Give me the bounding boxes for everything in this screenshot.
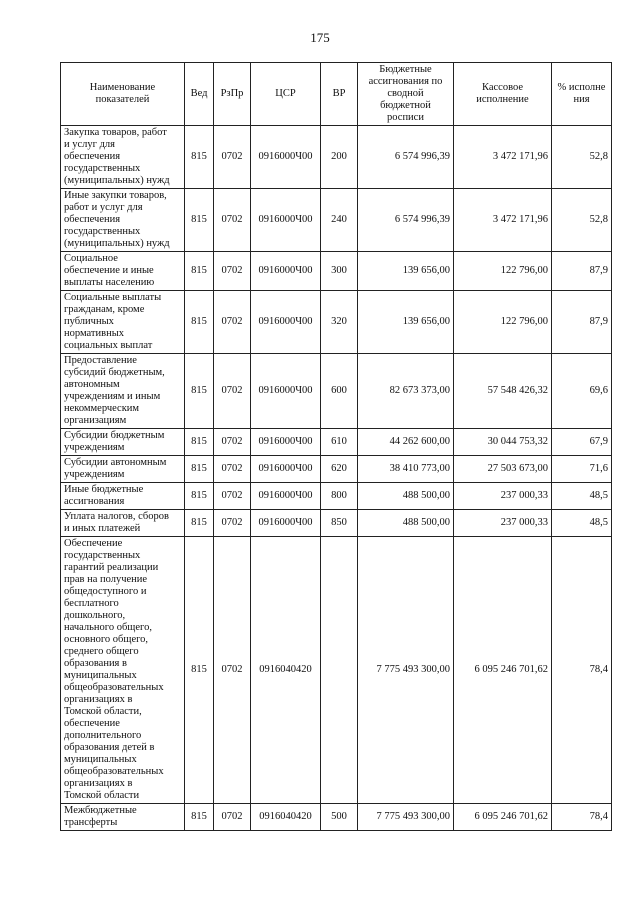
- csr-cell: 0916000Ч00: [251, 429, 321, 456]
- rzpr-cell: 0702: [214, 510, 251, 537]
- vr-cell: 600: [321, 354, 358, 429]
- table-row: [61, 354, 612, 429]
- ved-cell: 815: [185, 189, 214, 252]
- vr-cell: 800: [321, 483, 358, 510]
- rzpr-cell: 0702: [214, 456, 251, 483]
- ved-cell: 815: [185, 510, 214, 537]
- vr-cell: [321, 537, 358, 804]
- percent-execution-cell: 87,9: [552, 291, 612, 354]
- csr-cell: 0916000Ч00: [251, 456, 321, 483]
- table-row: [61, 429, 612, 456]
- csr-cell: 0916000Ч00: [251, 354, 321, 429]
- table-row: [61, 804, 612, 831]
- assignments-cell: 139 656,00: [358, 291, 454, 354]
- header-percent-execution: % исполне ния: [552, 63, 612, 126]
- row-name-cell: Уплата налогов, сборов и иных платежей: [61, 510, 185, 537]
- percent-execution-cell: 71,6: [552, 456, 612, 483]
- percent-execution-cell: 67,9: [552, 429, 612, 456]
- assignments-cell: 488 500,00: [358, 510, 454, 537]
- cash-execution-cell: 122 796,00: [454, 252, 552, 291]
- cash-execution-cell: 3 472 171,96: [454, 126, 552, 189]
- vr-cell: 200: [321, 126, 358, 189]
- assignments-cell: 38 410 773,00: [358, 456, 454, 483]
- table-row: [61, 510, 612, 537]
- table-row: [61, 126, 612, 189]
- ved-cell: 815: [185, 354, 214, 429]
- header-vr: ВР: [321, 63, 358, 126]
- rzpr-cell: 0702: [214, 189, 251, 252]
- csr-cell: 0916040420: [251, 537, 321, 804]
- vr-cell: 850: [321, 510, 358, 537]
- percent-execution-cell: 52,8: [552, 189, 612, 252]
- budget-execution-table: [60, 62, 612, 831]
- assignments-cell: 139 656,00: [358, 252, 454, 291]
- table-row: [61, 483, 612, 510]
- rzpr-cell: 0702: [214, 126, 251, 189]
- row-name-cell: Иные закупки товаров, работ и услуг для обеспечения государственных (муниципальных) нужд: [61, 189, 185, 252]
- rzpr-cell: 0702: [214, 429, 251, 456]
- cash-execution-cell: 6 095 246 701,62: [454, 537, 552, 804]
- assignments-cell: 6 574 996,39: [358, 126, 454, 189]
- table-header-row: [61, 63, 612, 126]
- header-name: Наименование показателей: [61, 63, 185, 126]
- csr-cell: 0916040420: [251, 804, 321, 831]
- cash-execution-cell: 122 796,00: [454, 291, 552, 354]
- row-name-cell: Субсидии бюджетным учреждениям: [61, 429, 185, 456]
- cash-execution-cell: 6 095 246 701,62: [454, 804, 552, 831]
- ved-cell: 815: [185, 483, 214, 510]
- ved-cell: 815: [185, 291, 214, 354]
- assignments-cell: 6 574 996,39: [358, 189, 454, 252]
- vr-cell: 620: [321, 456, 358, 483]
- assignments-cell: 488 500,00: [358, 483, 454, 510]
- rzpr-cell: 0702: [214, 804, 251, 831]
- percent-execution-cell: 69,6: [552, 354, 612, 429]
- ved-cell: 815: [185, 537, 214, 804]
- csr-cell: 0916000Ч00: [251, 291, 321, 354]
- row-name-cell: Обеспечение государственных гарантий реализации прав на получение общедоступного и бесплатного дошкольного, начального общего, основного общего, среднего общего образования в муниципальных общеобразовательных организациях в Томской области, обеспечение дополнительного образования детей в муниципальных общеобразовательных организациях в Томской области: [61, 537, 185, 804]
- percent-execution-cell: 48,5: [552, 483, 612, 510]
- row-name-cell: Субсидии автономным учреждениям: [61, 456, 185, 483]
- cash-execution-cell: 237 000,33: [454, 510, 552, 537]
- header-csr: ЦСР: [251, 63, 321, 126]
- assignments-cell: 7 775 493 300,00: [358, 804, 454, 831]
- ved-cell: 815: [185, 456, 214, 483]
- table-row: [61, 537, 612, 804]
- cash-execution-cell: 27 503 673,00: [454, 456, 552, 483]
- table-body: [61, 126, 612, 831]
- vr-cell: 240: [321, 189, 358, 252]
- csr-cell: 0916000Ч00: [251, 126, 321, 189]
- ved-cell: 815: [185, 804, 214, 831]
- cash-execution-cell: 3 472 171,96: [454, 189, 552, 252]
- table-row: [61, 189, 612, 252]
- header-assignments: Бюджетные ассигнования по сводной бюджетной росписи: [358, 63, 454, 126]
- percent-execution-cell: 52,8: [552, 126, 612, 189]
- row-name-cell: Социальные выплаты гражданам, кроме публичных нормативных социальных выплат: [61, 291, 185, 354]
- row-name-cell: Социальное обеспечение и иные выплаты населению: [61, 252, 185, 291]
- csr-cell: 0916000Ч00: [251, 189, 321, 252]
- csr-cell: 0916000Ч00: [251, 510, 321, 537]
- cash-execution-cell: 30 044 753,32: [454, 429, 552, 456]
- assignments-cell: 44 262 600,00: [358, 429, 454, 456]
- table-row: [61, 252, 612, 291]
- csr-cell: 0916000Ч00: [251, 483, 321, 510]
- table-row: [61, 291, 612, 354]
- vr-cell: 320: [321, 291, 358, 354]
- row-name-cell: Межбюджетные трансферты: [61, 804, 185, 831]
- table-row: [61, 456, 612, 483]
- rzpr-cell: 0702: [214, 537, 251, 804]
- vr-cell: 300: [321, 252, 358, 291]
- rzpr-cell: 0702: [214, 291, 251, 354]
- ved-cell: 815: [185, 126, 214, 189]
- rzpr-cell: 0702: [214, 483, 251, 510]
- cash-execution-cell: 237 000,33: [454, 483, 552, 510]
- percent-execution-cell: 78,4: [552, 537, 612, 804]
- header-ved: Вед: [185, 63, 214, 126]
- vr-cell: 610: [321, 429, 358, 456]
- cash-execution-cell: 57 548 426,32: [454, 354, 552, 429]
- csr-cell: 0916000Ч00: [251, 252, 321, 291]
- header-rzpr: РзПр: [214, 63, 251, 126]
- header-cash-execution: Кассовое исполнение: [454, 63, 552, 126]
- rzpr-cell: 0702: [214, 252, 251, 291]
- ved-cell: 815: [185, 252, 214, 291]
- page-number: 175: [310, 30, 330, 45]
- vr-cell: 500: [321, 804, 358, 831]
- percent-execution-cell: 78,4: [552, 804, 612, 831]
- ved-cell: 815: [185, 429, 214, 456]
- assignments-cell: 7 775 493 300,00: [358, 537, 454, 804]
- row-name-cell: Закупка товаров, работ и услуг для обеспечения государственных (муниципальных) нужд: [61, 126, 185, 189]
- assignments-cell: 82 673 373,00: [358, 354, 454, 429]
- percent-execution-cell: 48,5: [552, 510, 612, 537]
- percent-execution-cell: 87,9: [552, 252, 612, 291]
- row-name-cell: Предоставление субсидий бюджетным, автономным учреждениям и иным некоммерческим организациям: [61, 354, 185, 429]
- row-name-cell: Иные бюджетные ассигнования: [61, 483, 185, 510]
- rzpr-cell: 0702: [214, 354, 251, 429]
